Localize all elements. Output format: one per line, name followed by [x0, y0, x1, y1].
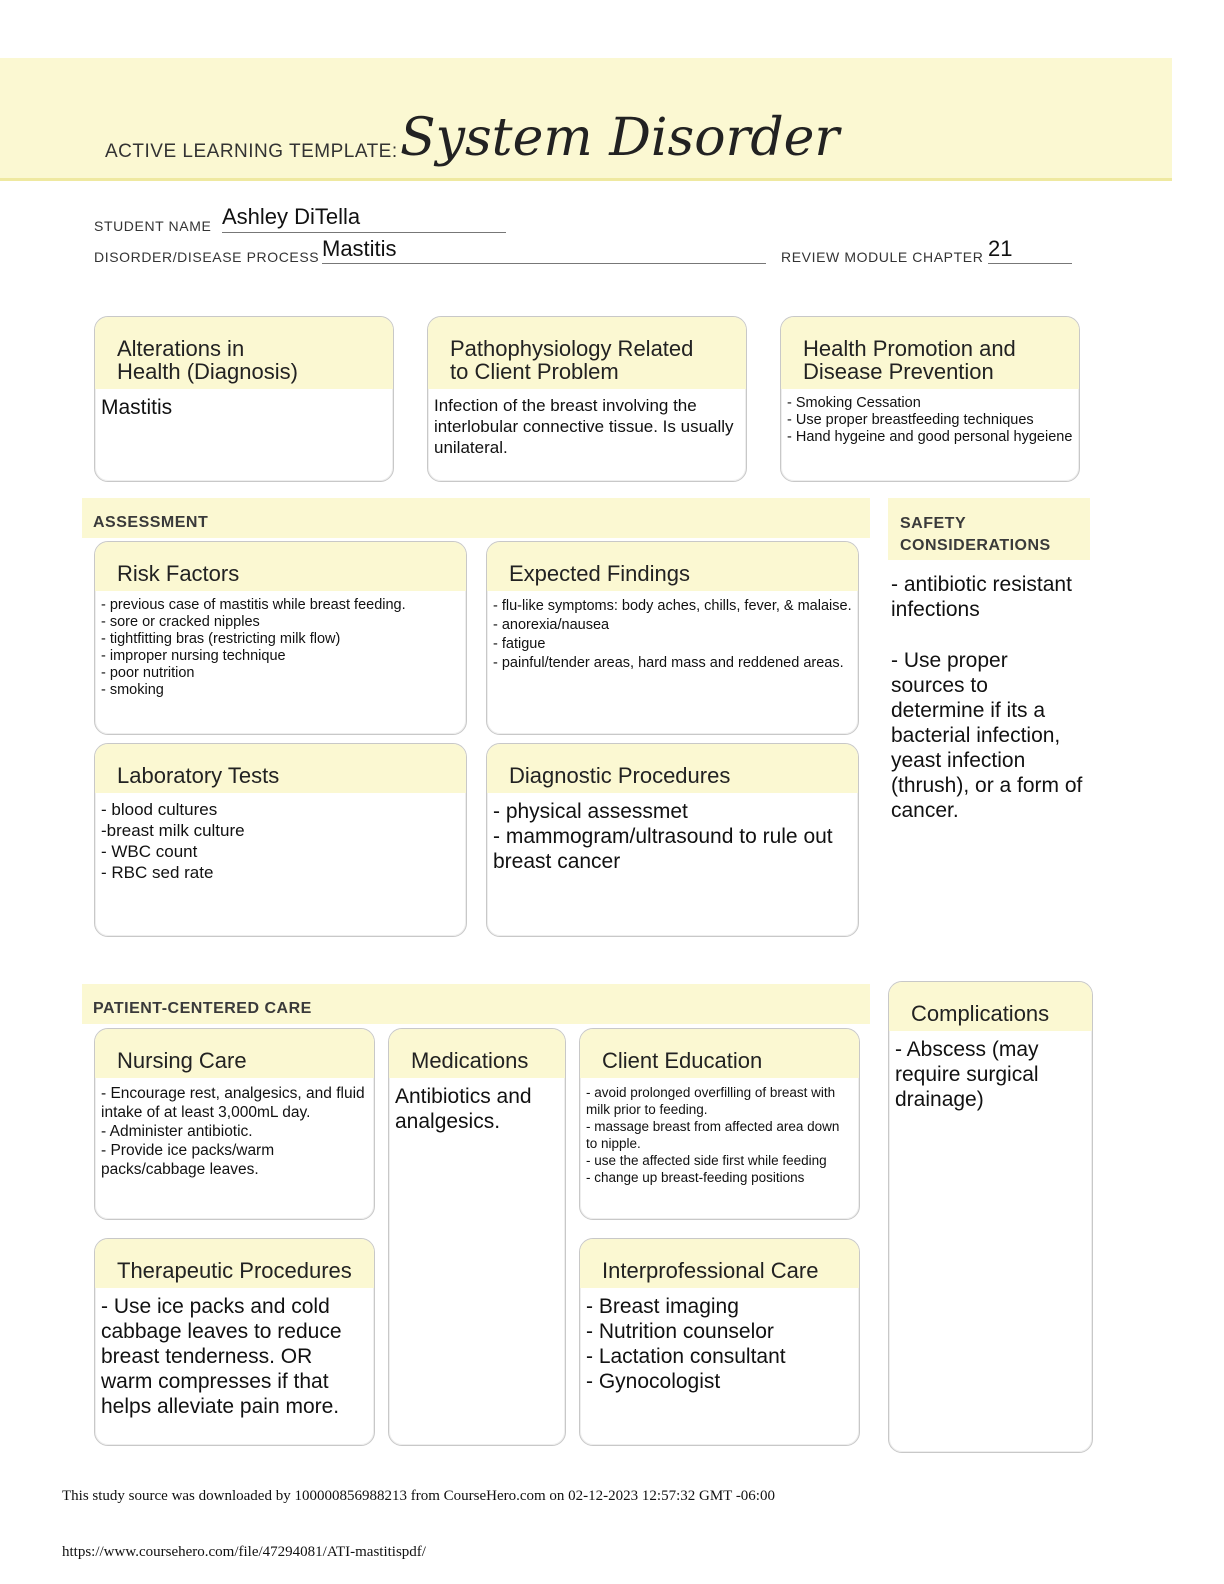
list-item: - blood cultures [101, 800, 218, 819]
list-item: - fatigue [493, 636, 546, 652]
expected-findings-body [487, 591, 858, 679]
interprofessional-care-title: Interprofessional Care [580, 1239, 859, 1288]
risk-factors-box [94, 541, 467, 735]
safety-heading-line2: CONSIDERATIONS [900, 537, 1051, 554]
alterations-title [95, 317, 393, 389]
list-item: - Lactation consultant [586, 1345, 786, 1368]
list-item: - Smoking Cessation [787, 395, 921, 411]
disorder-label: DISORDER/DISEASE PROCESS [94, 249, 320, 265]
diagnostic-procedures-title: Diagnostic Procedures [487, 744, 858, 793]
list-item: - RBC sed rate [101, 863, 214, 882]
pathophysiology-title-line2: to Client Problem [450, 359, 619, 384]
disorder-field[interactable] [322, 236, 766, 264]
safety-heading-line1: SAFETY [900, 515, 967, 532]
therapeutic-procedures-box [94, 1238, 375, 1446]
list-item: - Nutrition counselor [586, 1320, 774, 1343]
safety-point: - Use proper sources to determine if its a bacterial infection, yeast infection (thrush), or a form of cancer. [891, 649, 1083, 822]
nursing-care-box [94, 1028, 375, 1220]
template-title: System Disorder [400, 108, 840, 168]
list-item: - painful/tender areas, hard mass and reddened areas. [493, 655, 844, 671]
list-item: - sore or cracked nipples [101, 614, 260, 630]
download-notice: This study source was downloaded by 100000856988213 from CourseHero.com on 02-12-2023 12:57:32 GMT -06:00 [62, 1488, 775, 1504]
safety-point: - antibiotic resistant infections [891, 573, 1072, 621]
complications-body: - Abscess (may require surgical drainage) [895, 1038, 1039, 1111]
list-item: - anorexia/nausea [493, 617, 610, 633]
list-item: - Gynocologist [586, 1370, 721, 1393]
nursing-care-body [95, 1078, 374, 1185]
nursing-care-title: Nursing Care [95, 1029, 374, 1078]
therapeutic-procedures-body: - Use ice packs and cold cabbage leaves to reduce breast tenderness. OR warm compresses if that helps alleviate pain more. [101, 1295, 342, 1418]
chapter-value: 21 [988, 236, 1013, 261]
chapter-label: REVIEW MODULE CHAPTER [781, 249, 984, 265]
student-name-value: Ashley DiTella [222, 204, 361, 229]
complications-box [888, 981, 1093, 1453]
list-item: - flu-like symptoms: body aches, chills, fever, & malaise. [493, 598, 852, 614]
interprofessional-care-box [579, 1238, 860, 1446]
list-item: - Encourage rest, analgesics, and fluid intake of at least 3,000mL day. [101, 1085, 365, 1121]
pathophysiology-body: Infection of the breast involving the interlobular connective tissue. Is usually unilateral. [434, 396, 734, 457]
list-item: - smoking [101, 682, 164, 698]
medications-title: Medications [389, 1029, 565, 1078]
list-item: - tightfitting bras (restricting milk flow) [101, 631, 341, 647]
client-education-title: Client Education [580, 1029, 859, 1078]
source-url[interactable]: https://www.coursehero.com/file/47294081/ATI-mastitispdf/ [62, 1544, 426, 1560]
list-item: - avoid prolonged overfilling of breast with milk prior to feeding. [586, 1085, 836, 1117]
list-item: - change up breast-feeding positions [586, 1170, 805, 1185]
risk-factors-title: Risk Factors [95, 542, 466, 591]
template-label: ACTIVE LEARNING TEMPLATE: [105, 141, 398, 162]
list-item: - improper nursing technique [101, 648, 286, 664]
list-item: - Use proper breastfeeding techniques [787, 412, 1034, 428]
list-item: -breast milk culture [101, 821, 245, 840]
list-item: - Hand hygeine and good personal hygeiene [787, 429, 1073, 445]
list-item: - previous case of mastitis while breast feeding. [101, 597, 406, 613]
alterations-body: Mastitis [101, 396, 173, 419]
list-item: - Provide ice packs/warm packs/cabbage leaves. [101, 1142, 275, 1178]
student-name-field[interactable] [222, 204, 506, 233]
health-promotion-title-line2: Disease Prevention [803, 359, 994, 384]
list-item: - WBC count [101, 842, 198, 861]
laboratory-tests-title: Laboratory Tests [95, 744, 466, 793]
student-name-label: STUDENT NAME [94, 218, 212, 234]
therapeutic-procedures-title: Therapeutic Procedures [95, 1239, 374, 1288]
diagnostic-procedures-box [486, 743, 859, 937]
risk-factors-body [95, 591, 466, 705]
laboratory-tests-box [94, 743, 467, 937]
safety-body [891, 572, 1085, 823]
health-promotion-title-line1: Health Promotion and [803, 336, 1016, 361]
list-item: - Breast imaging [586, 1295, 739, 1318]
chapter-field[interactable] [988, 236, 1072, 264]
health-promotion-body [781, 389, 1079, 452]
list-item: - massage breast from affected area down to nipple. [586, 1119, 840, 1151]
client-education-body [580, 1078, 859, 1192]
diagnostic-procedures-body [487, 793, 858, 880]
assessment-heading: ASSESSMENT [93, 514, 209, 531]
list-item: - physical assessmet [493, 800, 688, 823]
medications-box [388, 1028, 566, 1446]
health-promotion-box [780, 316, 1080, 482]
expected-findings-box [486, 541, 859, 735]
list-item: - Administer antibiotic. [101, 1123, 253, 1140]
disorder-value: Mastitis [322, 236, 397, 261]
alterations-title-line1: Alterations in [117, 336, 245, 361]
pathophysiology-title [428, 317, 746, 389]
health-promotion-title [781, 317, 1079, 389]
list-item: - mammogram/ultrasound to rule out breast cancer [493, 825, 833, 873]
laboratory-tests-body [95, 793, 466, 889]
medications-body: Antibiotics and analgesics. [395, 1085, 532, 1133]
patient-care-heading: PATIENT-CENTERED CARE [93, 1000, 312, 1017]
client-education-box [579, 1028, 860, 1220]
complications-title: Complications [889, 982, 1092, 1031]
pathophysiology-box [427, 316, 747, 482]
alterations-title-line2: Health (Diagnosis) [117, 359, 298, 384]
safety-heading [900, 513, 1051, 557]
list-item: - poor nutrition [101, 665, 195, 681]
interprofessional-care-body [580, 1288, 859, 1400]
pathophysiology-title-line1: Pathophysiology Related [450, 336, 694, 361]
expected-findings-title: Expected Findings [487, 542, 858, 591]
list-item: - use the affected side first while feeding [586, 1153, 827, 1168]
alterations-box [94, 316, 394, 482]
